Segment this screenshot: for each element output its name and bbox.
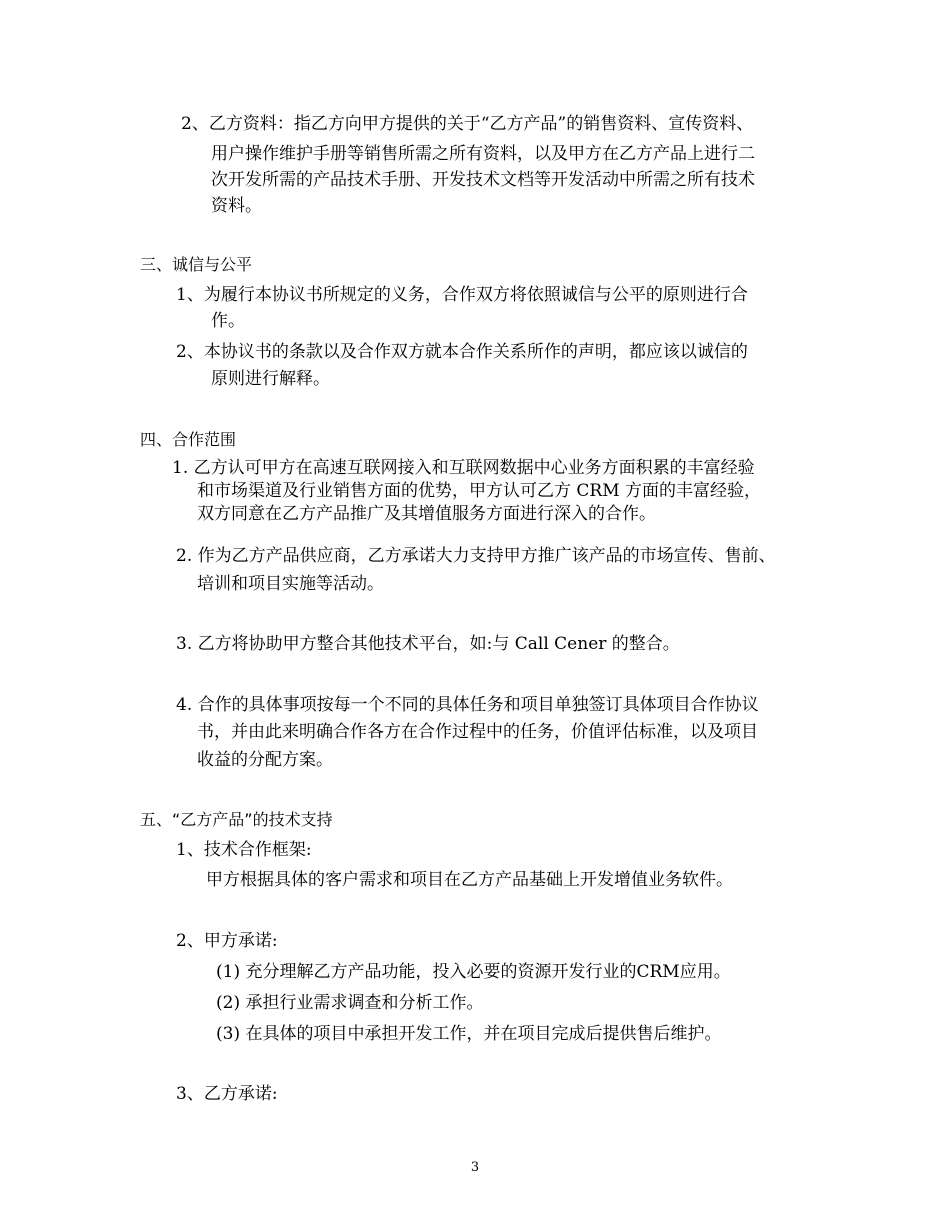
item2-line-1: 2、乙方资料：指乙方向甲方提供的关于“乙方产品”的销售资料、宣传资料、 (181, 114, 754, 134)
section5-partyA-title: 2、甲方承诺: (176, 931, 278, 951)
section3-item2-line-2: 原则进行解释。 (211, 369, 330, 389)
section3-item2-line-1: 2、本协议书的条款以及合作双方就本合作关系所作的声明，都应该以诚信的 (176, 342, 748, 362)
section4-item4-line-3: 收益的分配方案。 (197, 750, 333, 770)
section4-item4-line-1: 4. 合作的具体事项按每一个不同的具体任务和项目单独签订具体项目合作协议 (176, 695, 759, 715)
item2-line-4: 资料。 (211, 196, 262, 216)
section3-item1-line-2: 作。 (211, 311, 245, 331)
section5-partyB-title: 3、乙方承诺: (176, 1084, 278, 1104)
section5-partyA-item-2: (2) 承担行业需求调查和分析工作。 (216, 993, 484, 1013)
section5-partyA-item-1: (1) 充分理解乙方产品功能，投入必要的资源开发行业的CRM应用。 (216, 962, 731, 982)
section4-item1-line-3: 双方同意在乙方产品推广及其增值服务方面进行深入的合作。 (197, 504, 656, 524)
section4-item1-line-2: 和市场渠道及行业销售方面的优势，甲方认可乙方 CRM 方面的丰富经验， (197, 481, 762, 501)
section4-item2-line-2: 培训和项目实施等活动。 (197, 574, 384, 594)
section3-item1-line-1: 1、为履行本协议书所规定的义务，合作双方将依照诚信与公平的原则进行合 (176, 285, 748, 305)
item2-line-2: 用户操作维护手册等销售所需之所有资料，以及甲方在乙方产品上进行二 (211, 144, 755, 164)
section4-item2-line-1: 2. 作为乙方产品供应商，乙方承诺大力支持甲方推广该产品的市场宣传、售前、 (176, 546, 776, 566)
section4-item4-line-2: 书，并由此来明确合作各方在合作过程中的任务，价值评估标准，以及项目 (197, 722, 758, 742)
section5-partyA-item-3: (3) 在具体的项目中承担开发工作，并在项目完成后提供售后维护。 (216, 1024, 722, 1044)
section5-framework-text: 甲方根据具体的客户需求和项目在乙方产品基础上开发增值业务软件。 (206, 870, 733, 890)
page-number: 3 (470, 1160, 480, 1175)
section4-title: 四、合作范围 (140, 430, 237, 449)
section5-title: 五、“乙方产品”的技术支持 (140, 810, 333, 829)
section4-item1-line-1: 1. 乙方认可甲方在高速互联网接入和互联网数据中心业务方面积累的丰富经验 (172, 458, 755, 478)
section5-framework-title: 1、技术合作框架: (176, 840, 312, 860)
item2-line-3: 次开发所需的产品技术手册、开发技术文档等开发活动中所需之所有技术 (211, 170, 755, 190)
section4-item3-line-1: 3. 乙方将协助甲方整合其他技术平台，如:与 Call Cener 的整合。 (176, 634, 680, 654)
section3-title: 三、诚信与公平 (140, 255, 253, 274)
